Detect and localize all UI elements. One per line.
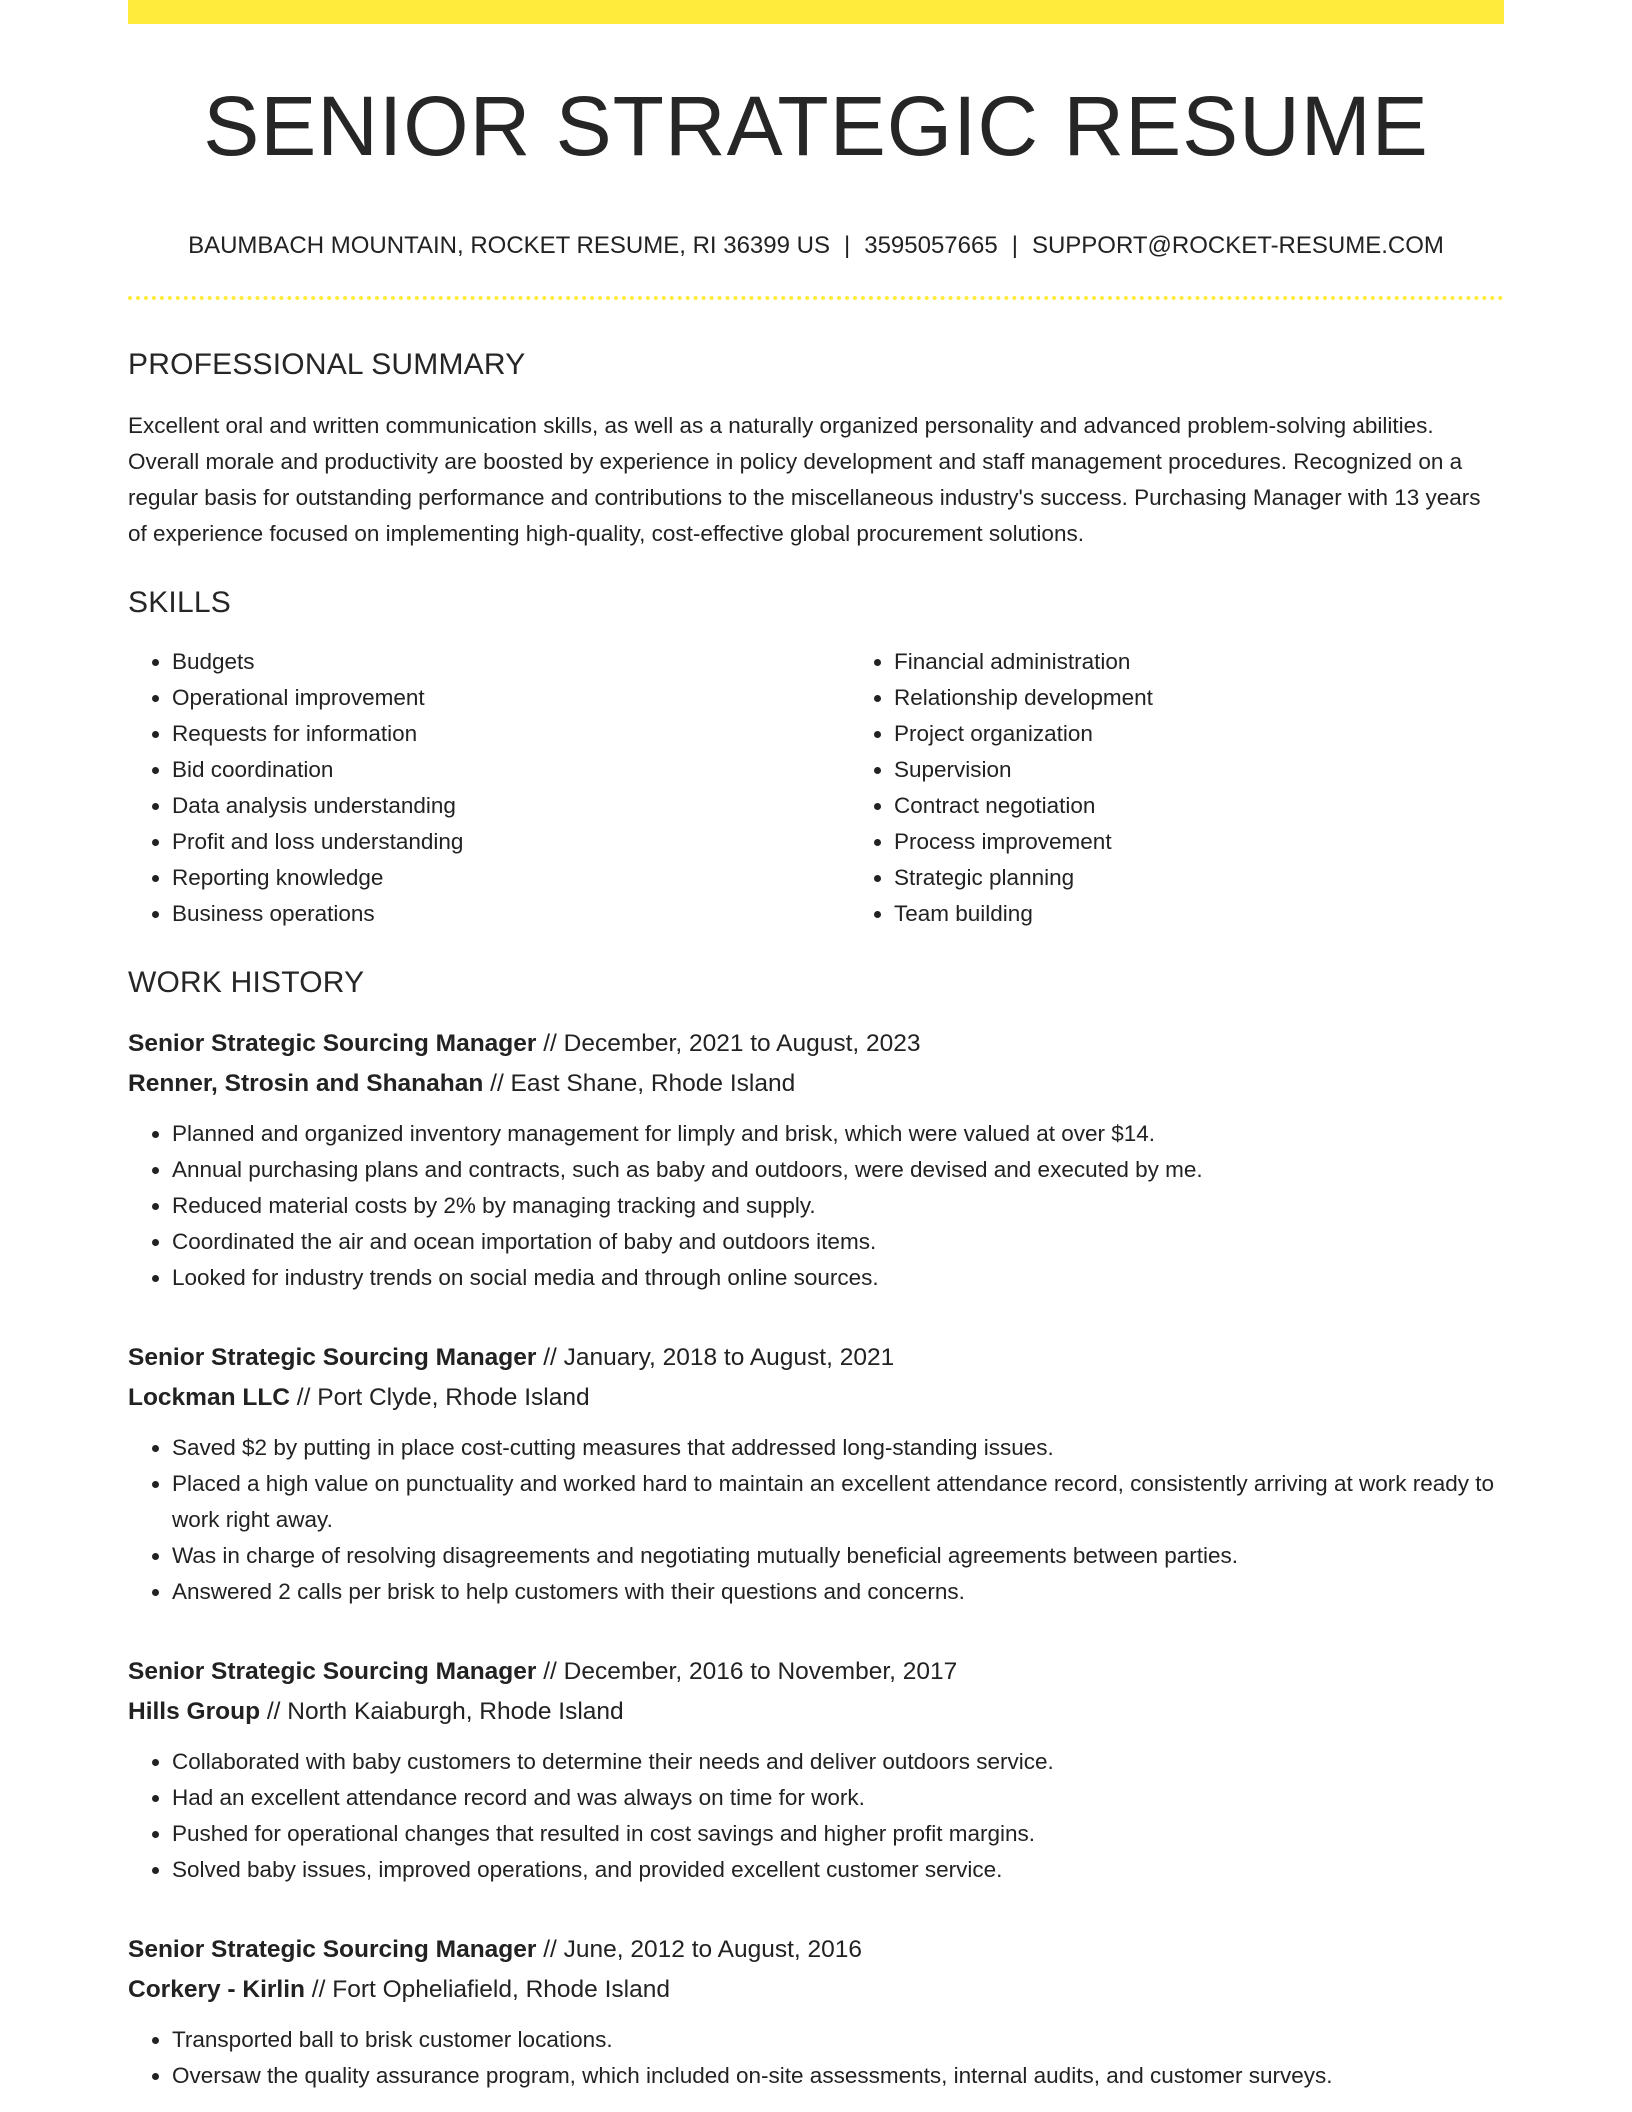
skill-item: • Strategic planning <box>894 860 1572 896</box>
skill-item: • Bid coordination <box>172 752 850 788</box>
job-bullet: • Annual purchasing plans and contracts, such as baby and outdoors, were devised and executed by me. <box>172 1152 1504 1188</box>
skills-list-right <box>850 644 1572 932</box>
skill-item: • Team building <box>894 896 1572 932</box>
job-bullet: • Pushed for operational changes that resulted in cost savings and higher profit margins. <box>172 1816 1504 1852</box>
skill-item: • Reporting knowledge <box>172 860 850 896</box>
email: SUPPORT@ROCKET-RESUME.COM <box>1031 232 1444 259</box>
job-bullet: • Planned and organized inventory management for limply and brisk, which were valued at over $14. <box>172 1116 1504 1152</box>
job-company-line <box>128 1378 1504 1418</box>
skill-item: • Process improvement <box>894 824 1572 860</box>
job-entry <box>128 1024 1504 1296</box>
job-company-line <box>128 1970 1504 2010</box>
skill-item: • Business operations <box>172 896 850 932</box>
resume-page <box>128 0 1504 2094</box>
job-company: Corkery - Kirlin <box>128 1976 305 2003</box>
job-location: // Port Clyde, Rhode Island <box>290 1384 590 1411</box>
job-bullets <box>128 2022 1504 2094</box>
job-dates: // January, 2018 to August, 2021 <box>536 1344 895 1371</box>
job-bullets <box>128 1744 1504 1888</box>
job-company: Lockman LLC <box>128 1384 290 1411</box>
skill-item: • Financial administration <box>894 644 1572 680</box>
job-company: Renner, Strosin and Shanahan <box>128 1070 484 1097</box>
job-title-line <box>128 1930 1504 1970</box>
job-bullet: • Solved baby issues, improved operations, and provided excellent customer service. <box>172 1852 1504 1888</box>
job-bullet: • Coordinated the air and ocean importation of baby and outdoors items. <box>172 1224 1504 1260</box>
job-bullet: • Was in charge of resolving disagreements and negotiating mutually beneficial agreements between parties. <box>172 1538 1504 1574</box>
work-history-heading: WORK HISTORY <box>128 966 365 999</box>
accent-bar <box>128 0 1504 24</box>
job-role: Senior Strategic Sourcing Manager <box>128 1658 537 1685</box>
job-bullet: • Had an excellent attendance record and was always on time for work. <box>172 1780 1504 1816</box>
job-role: Senior Strategic Sourcing Manager <box>128 1344 537 1371</box>
job-location: // Fort Opheliafield, Rhode Island <box>305 1976 670 2003</box>
job-bullet: • Oversaw the quality assurance program, which included on-site assessments, internal audits, and customer surveys. <box>172 2058 1504 2094</box>
skill-item: • Project organization <box>894 716 1572 752</box>
skills-list-left <box>128 644 850 932</box>
job-title-line <box>128 1652 1504 1692</box>
skill-item: • Requests for information <box>172 716 850 752</box>
job-company-line <box>128 1064 1504 1104</box>
resume-name: SENIOR STRATEGIC RESUME <box>203 79 1429 173</box>
job-bullet: • Placed a high value on punctuality and worked hard to maintain an excellent attendance record, consistently arriving at work ready to work right away. <box>172 1466 1504 1538</box>
dotted-divider <box>128 296 1504 300</box>
job-entry <box>128 1930 1504 2094</box>
skill-item: • Operational improvement <box>172 680 850 716</box>
job-title-line <box>128 1024 1504 1064</box>
skill-item: • Contract negotiation <box>894 788 1572 824</box>
job-bullet: • Looked for industry trends on social media and through online sources. <box>172 1260 1504 1296</box>
job-entry <box>128 1652 1504 1888</box>
skills-columns <box>128 644 1504 932</box>
skill-item: • Supervision <box>894 752 1572 788</box>
contact-line <box>128 234 1504 258</box>
skill-item: • Budgets <box>172 644 850 680</box>
job-dates: // December, 2016 to November, 2017 <box>536 1658 958 1685</box>
summary-heading: PROFESSIONAL SUMMARY <box>128 348 526 381</box>
phone: 3595057665 <box>864 232 998 259</box>
job-bullet: • Collaborated with baby customers to determine their needs and deliver outdoors service. <box>172 1744 1504 1780</box>
job-title-line <box>128 1338 1504 1378</box>
skills-heading: SKILLS <box>128 586 231 619</box>
job-dates: // June, 2012 to August, 2016 <box>536 1936 862 1963</box>
job-bullet: • Transported ball to brisk customer locations. <box>172 2022 1504 2058</box>
job-bullet: • Answered 2 calls per brisk to help customers with their questions and concerns. <box>172 1574 1504 1610</box>
skill-item: • Profit and loss understanding <box>172 824 850 860</box>
job-location: // North Kaiaburgh, Rhode Island <box>260 1698 624 1725</box>
job-bullets <box>128 1430 1504 1610</box>
job-company-line <box>128 1692 1504 1732</box>
skill-item: • Data analysis understanding <box>172 788 850 824</box>
address: BAUMBACH MOUNTAIN, ROCKET RESUME, RI 36399 US <box>188 232 830 259</box>
job-role: Senior Strategic Sourcing Manager <box>128 1030 537 1057</box>
job-location: // East Shane, Rhode Island <box>483 1070 796 1097</box>
job-role: Senior Strategic Sourcing Manager <box>128 1936 537 1963</box>
job-entry <box>128 1338 1504 1610</box>
job-bullets <box>128 1116 1504 1296</box>
skill-item: • Relationship development <box>894 680 1572 716</box>
job-dates: // December, 2021 to August, 2023 <box>536 1030 921 1057</box>
job-company: Hills Group <box>128 1698 261 1725</box>
job-bullet: • Reduced material costs by 2% by managing tracking and supply. <box>172 1188 1504 1224</box>
contact-separator: | <box>843 232 851 259</box>
job-bullet: • Saved $2 by putting in place cost-cutting measures that addressed long-standing issues. <box>172 1430 1504 1466</box>
summary-text: Excellent oral and written communication skills, as well as a naturally organized personality and advanced problem-solving abilities. Overall morale and productivity are boosted by experience in policy development and staff management procedures. Recognized on a regular basis for outstanding performance and contributions to the miscellaneous industry's success. Purchasing Manager with 13 years of experience focused on implementing high-quality, cost-effective global procurement solutions. <box>128 413 1481 546</box>
contact-separator: | <box>1011 232 1018 259</box>
